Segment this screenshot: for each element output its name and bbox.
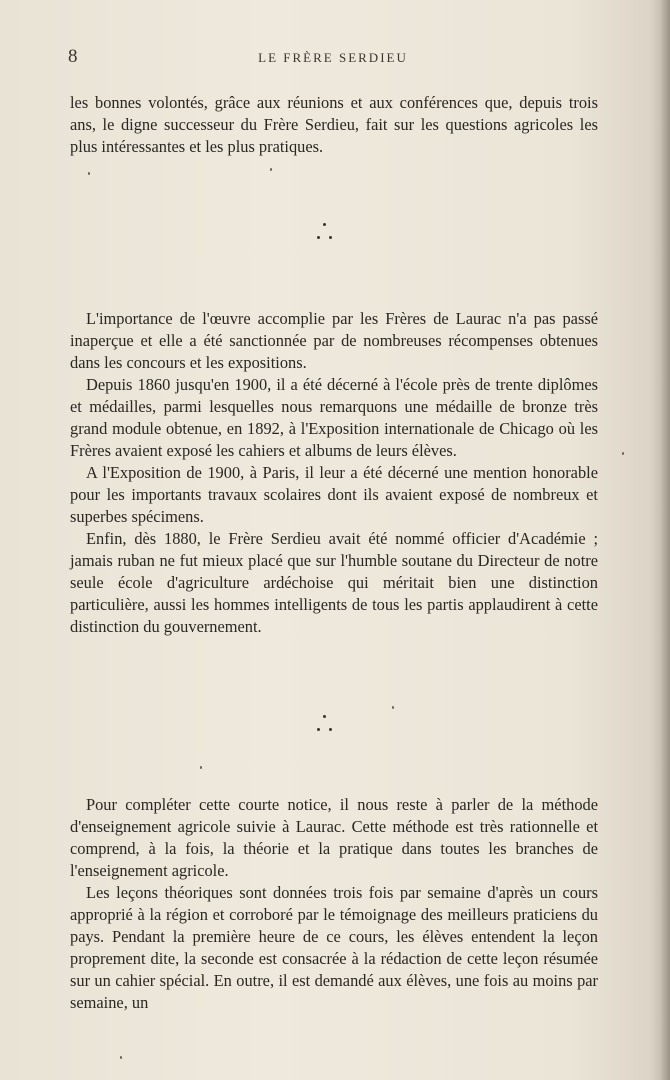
paragraph: Enfin, dès 1880, le Frère Serdieu avait été nommé officier d'Académie ; jamais ruban ne fut mieux placé que sur l'humble soutane du Directeur de notre seule école d'agriculture ardéchoise qui méritait bien une distinction particulière, aussi les hommes intelligents de tous les partis applaudirent à cette distinction du gouvernement. [70,529,598,636]
section-separator [305,712,345,734]
paper-speck [200,766,202,769]
paragraph: Pour compléter cette courte notice, il nous reste à parler de la méthode d'enseignement agricole suivie à Laurac. Cette méthode est très rationnelle et comprend, à la fois, la théorie et la pratique dans toutes les branches de l'enseignement agricole. [70,795,598,880]
paragraph: L'importance de l'œuvre accomplie par les Frères de Laurac n'a pas passé inaperçue et elle a été sanctionnée par de nombreuses récompenses obtenues dans les concours et les expositions. [70,309,598,372]
running-head [68,46,598,70]
paragraph: Depuis 1860 jusqu'en 1900, il a été décerné à l'école près de trente diplômes et médailles, parmi lesquelles nous remarquons une médaille de bronze très grand module obtenue, en 1892, à l'Exposition internationale de Chicago où les Frères avaient exposé les cahiers et albums de leurs élèves. [70,375,598,460]
running-title: LE FRÈRE SERDIEU [258,50,408,65]
page-edge-shadow [660,0,670,1080]
paragraph: Les leçons théoriques sont données trois fois par semaine d'après un cours approprié à la région et corroboré par le témoignage des meilleurs praticiens du pays. Pendant la première heure de ce cours, les élèves entendent la leçon proprement dite, la seconde est consacrée à la rédaction de cette leçon résumée sur un cahier spécial. En outre, il est demandé aux élèves, une fois au moins par semaine, un [70,883,598,1012]
paper-speck [88,172,90,175]
paragraph: A l'Exposition de 1900, à Paris, il leur a été décerné une mention honorable pour les importants travaux scolaires dont ils avaient exposé de nombreux et superbes spécimens. [70,463,598,526]
section-1 [70,92,598,158]
paper-speck [270,168,272,171]
section-3 [70,794,598,1014]
paper-speck [120,1056,122,1059]
paper-speck [622,452,624,455]
page-number: 8 [68,46,78,67]
paragraph: les bonnes volontés, grâce aux réunions et aux conférences que, depuis trois ans, le digne successeur du Frère Serdieu, fait sur les questions agricoles les plus intéressantes et les plus pratiques. [70,93,598,156]
paper-speck [392,706,394,709]
section-2 [70,308,598,638]
section-separator [305,220,345,242]
